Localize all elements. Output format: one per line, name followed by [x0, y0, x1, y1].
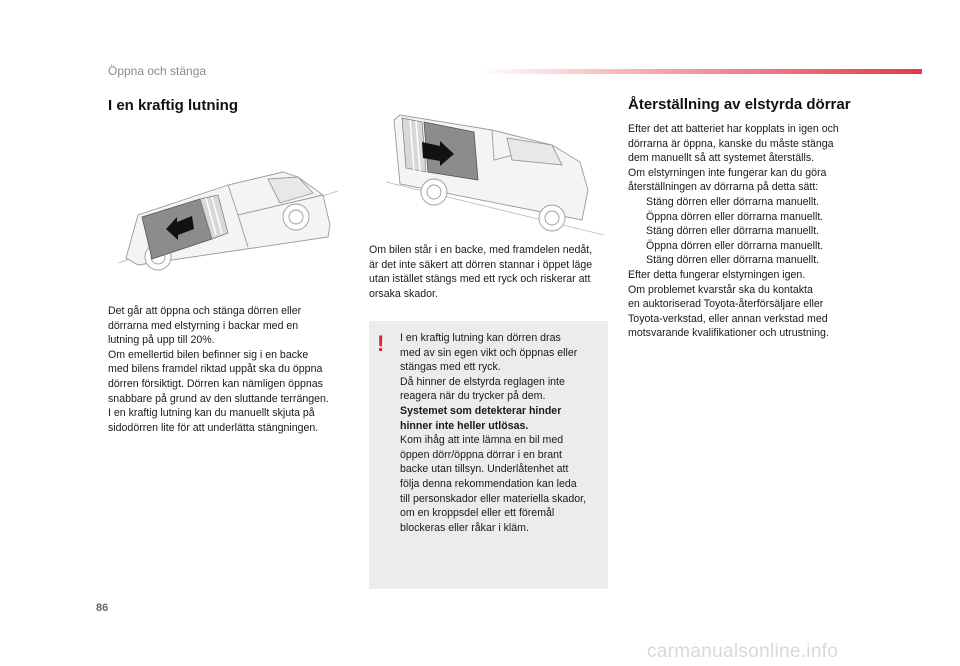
warning-text-bold: Systemet som detekterar hinder hinner inte heller utlösas.	[400, 404, 562, 432]
van-incline-closing-illustration	[108, 155, 348, 280]
reset-steps-list	[628, 195, 863, 268]
warning-text-intro: I en kraftig lutning kan dörren dras med av sin egen vikt och öppnas eller stängas med ett ryck. Då hinner de elstyrda reglagen inte reagera när du trycker på dem.	[400, 332, 578, 403]
warning-text	[400, 331, 605, 535]
van-downhill-opening-illustration	[382, 100, 612, 240]
section-title: Öppna och stänga	[108, 64, 207, 78]
heading-steep-slope: I en kraftig lutning	[108, 97, 238, 114]
watermark: carmanualsonline.info	[647, 641, 839, 662]
downhill-paragraph: Om bilen står i en backe, med framdelen nedåt, är det inte säkert att dörren stannar i öppet läge utan istället stängs med ett ryck och riskerar att orsaka skador.	[369, 244, 593, 300]
header-accent-bar	[478, 69, 922, 74]
reset-intro: Efter det att batteriet har kopplats in igen och dörrarna är öppna, kanske du måste stänga dem manuellt så att systemet återställs. Om elstyrningen inte fungerar kan du göra återställningen av dörrarna på detta sätt:	[628, 123, 839, 194]
list-item: Öppna dörren eller dörrarna manuellt.	[646, 239, 824, 252]
warning-text-advice: Kom ihåg att inte lämna en bil med öppen dörr/öppna dörrar i en brant backe utan tillsyn. Underlåtenhet att följa denna rekommendation kan leda till personskador eller materiella skador, om en kroppsdel eller ett föremål blockeras eller råkar i kläm.	[400, 434, 587, 534]
warning-box	[369, 321, 608, 589]
list-item: Stäng dörren eller dörrarna manuellt.	[646, 254, 820, 267]
warning-exclamation-icon: !	[377, 331, 385, 356]
steep-slope-paragraph: Det går att öppna och stänga dörren eller dörrarna med elstyrning i backar med en lutning på upp till 20%. Om emellertid bilen befinner sig i en backe med bilens framdel riktad uppåt ska du öppna dörren försiktigt. Dörren kan nämligen öppnas snabbare på grund av den sluttande terrängen. I en kraftig lutning kan du manuellt skjuta på sidodörren lite för att underlätta stängningen.	[108, 305, 329, 434]
list-item: Stäng dörren eller dörrarna manuellt.	[646, 225, 820, 238]
page-number: 86	[96, 602, 109, 614]
reset-outro: Efter detta fungerar elstyrningen igen. Om problemet kvarstår ska du kontakta en auktoriserad Toyota-återförsäljare eller Toyota-verkstad, eller annan verkstad med motsvarande kvalifikationer och utrustning.	[628, 268, 829, 340]
heading-reset-doors: Återställning av elstyrda dörrar	[628, 96, 851, 113]
list-item: Stäng dörren eller dörrarna manuellt.	[646, 195, 820, 208]
reset-section	[628, 122, 863, 341]
list-item: Öppna dörren eller dörrarna manuellt.	[646, 210, 824, 223]
